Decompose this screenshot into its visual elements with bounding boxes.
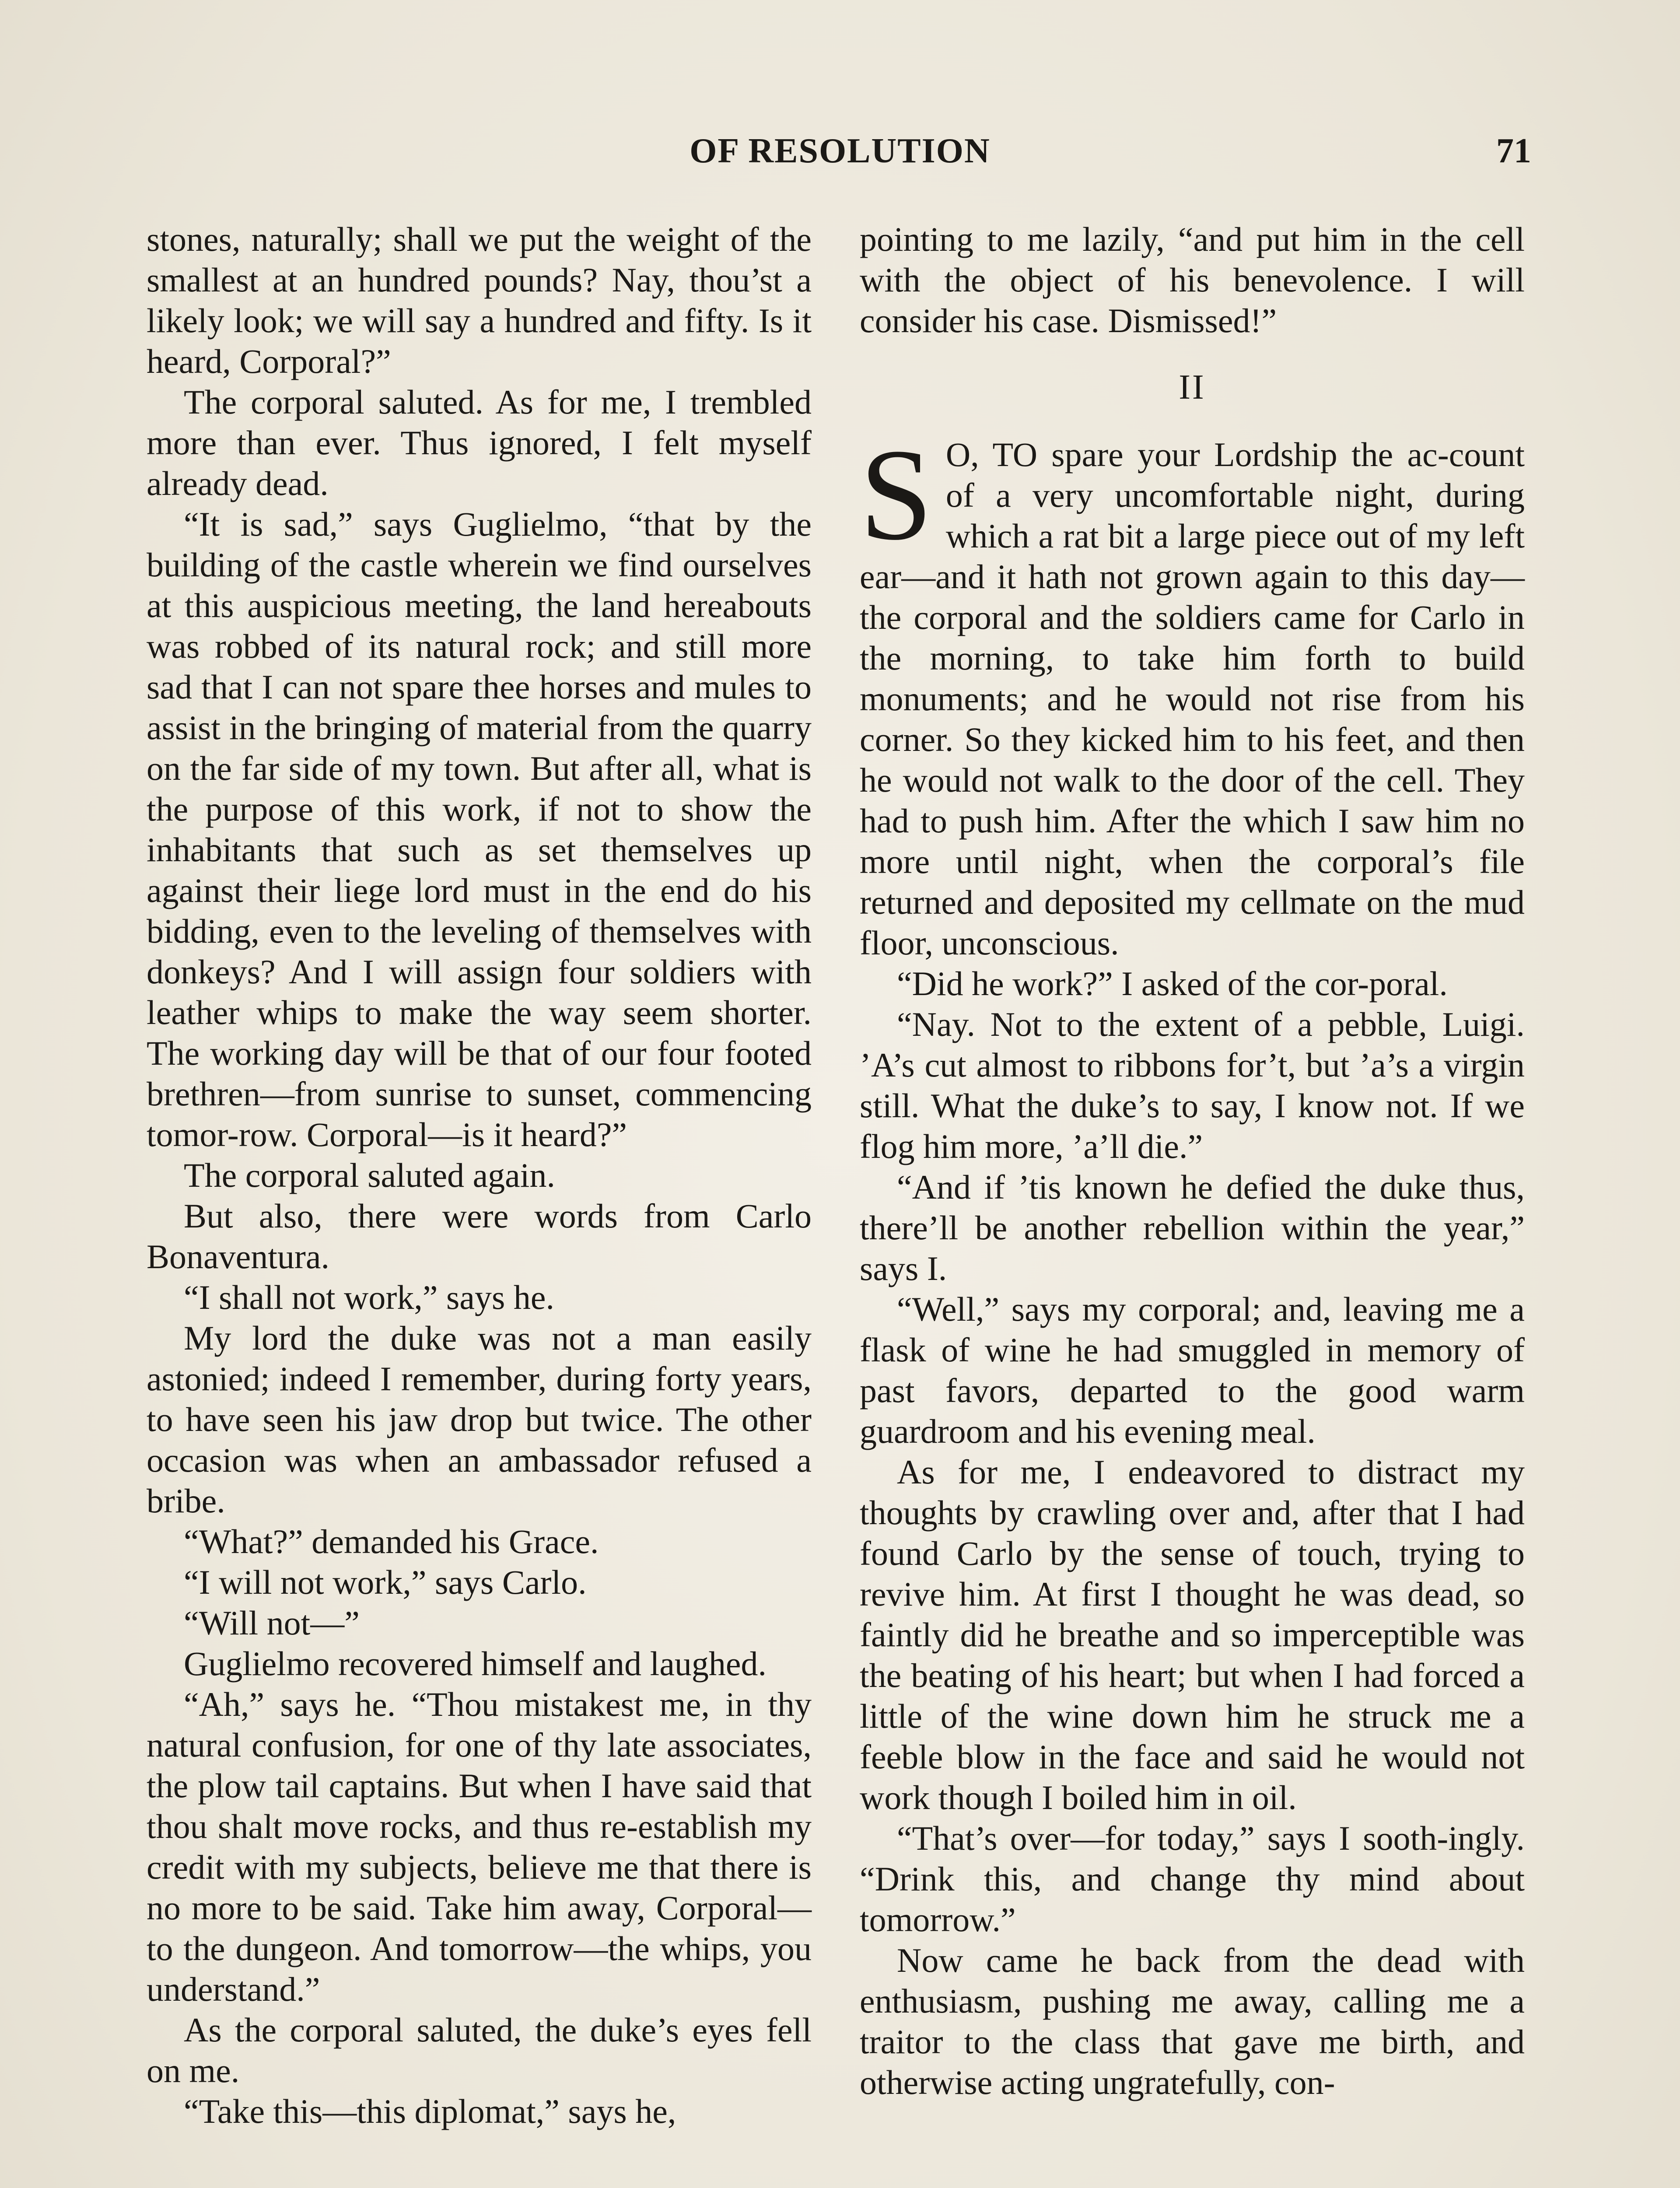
left-column bbox=[147, 219, 812, 2132]
paragraph: “What?” demanded his Grace. bbox=[184, 1522, 599, 1560]
running-head bbox=[0, 131, 1680, 175]
paragraph: As the corporal saluted, the duke’s eyes fell on me. bbox=[147, 2011, 812, 2090]
paragraph: My lord the duke was not a man easily astonied; indeed I remember, during forty years, to have seen his jaw drop but twice. The other occasion was when an ambassador refused a bribe. bbox=[147, 1319, 812, 1520]
paragraph: The corporal saluted. As for me, I trembled more than ever. Thus ignored, I felt myself already dead. bbox=[147, 383, 812, 502]
section-heading: II bbox=[1179, 368, 1206, 407]
paragraph: Now came he back from the dead with enthusiasm, pushing me away, calling me a traitor to the class that gave me birth, and otherwise acting ungratefully, con- bbox=[860, 1941, 1525, 2101]
paragraph: “Ah,” says he. “Thou mistakest me, in thy natural confusion, for one of thy late associates, the plow tail captains. But when I have said that thou shalt move rocks, and thus re-establish my credit with my subjects, believe me that there is no more to be said. Take him away, Corporal—to the dungeon. And tomorrow—the whips, you understand.” bbox=[147, 1685, 812, 2008]
paragraph: “It is sad,” says Guglielmo, “that by the building of the castle wherein we find ourselves at this auspicious meeting, the land hereabouts was robbed of its natural rock; and still more sad that I can not spare thee horses and mules to assist in the bringing of material from the quarry on the far side of my town. But after all, what is the purpose of this work, if not to show the inhabitants that such as set themselves up against their liege lord must in the end do his bidding, even to the leveling of themselves with donkeys? And I will assign four soldiers with leather whips to make the way seem shorter. The working day will be that of our four footed brethren—from sunrise to sunset, commencing tomor-row. Corporal—is it heard?” bbox=[147, 505, 812, 1154]
opening-paragraph-text: O, TO spare your Lordship the ac-count of a very uncomfortable night, during which a rat bit a large piece out of my left ear—and it hath not grown again to this day—the corporal and the soldiers came for Carlo in the morning, to take him forth to build monuments; and he would not rise from his corner. So they kicked him to his feet, and then he would not walk to the door of the cell. They had to push him. After the which I saw him no more until night, when the corporal’s file returned and deposited my cellmate on the mud floor, unconscious. bbox=[860, 435, 1525, 962]
paragraph: “And if ’tis known he defied the duke thus, there’ll be another rebellion within the year,” says I. bbox=[860, 1168, 1525, 1287]
paragraph: pointing to me lazily, “and put him in the cell with the object of his benevolence. I will consider his case. Dismissed!” bbox=[860, 220, 1525, 340]
paragraph: As for me, I endeavored to distract my thoughts by crawling over and, after that I had found Carlo by the sense of touch, trying to revive him. At first I thought he was dead, so faintly did he breathe and so imperceptible was the beating of his heart; but when I had forced a little of the wine down him he struck me a feeble blow in the face and said he would not work though I boiled him in oil. bbox=[860, 1453, 1525, 1816]
paragraph: “Take this—this diplomat,” says he, bbox=[184, 2092, 676, 2130]
paragraph: Guglielmo recovered himself and laughed. bbox=[184, 1645, 767, 1683]
paragraph: “Nay. Not to the extent of a pebble, Luigi. ’A’s cut almost to ribbons for’t, but ’a’s a virgin still. What the duke’s to say, I know not. If we flog him more, ’a’ll die.” bbox=[860, 1005, 1525, 1165]
right-column bbox=[860, 219, 1525, 2103]
paragraph: “Well,” says my corporal; and, leaving me a flask of wine he had smuggled in memory of past favors, departed to the good warm guardroom and his evening meal. bbox=[860, 1290, 1525, 1450]
paragraph: “I will not work,” says Carlo. bbox=[184, 1563, 587, 1601]
paragraph: The corporal saluted again. bbox=[184, 1156, 555, 1194]
paragraph: “That’s over—for today,” says I sooth-ingly. “Drink this, and change thy mind about tomorrow.” bbox=[860, 1819, 1525, 1939]
page-title: OF RESOLUTION bbox=[690, 132, 990, 170]
paragraph: “I shall not work,” says he. bbox=[184, 1278, 554, 1316]
opening-paragraph bbox=[860, 422, 1525, 963]
paragraph: But also, there were words from Carlo Bonaventura. bbox=[147, 1197, 812, 1276]
drop-cap: S bbox=[860, 422, 933, 567]
page-number: 71 bbox=[1496, 132, 1531, 170]
paragraph: “Did he work?” I asked of the cor-poral. bbox=[897, 964, 1448, 1003]
paragraph: stones, naturally; shall we put the weight of the smallest at an hundred pounds? Nay, thou’st a likely look; we will say a hundred and fifty. Is it heard, Corporal?” bbox=[147, 220, 812, 380]
paragraph: “Will not—” bbox=[184, 1604, 360, 1642]
